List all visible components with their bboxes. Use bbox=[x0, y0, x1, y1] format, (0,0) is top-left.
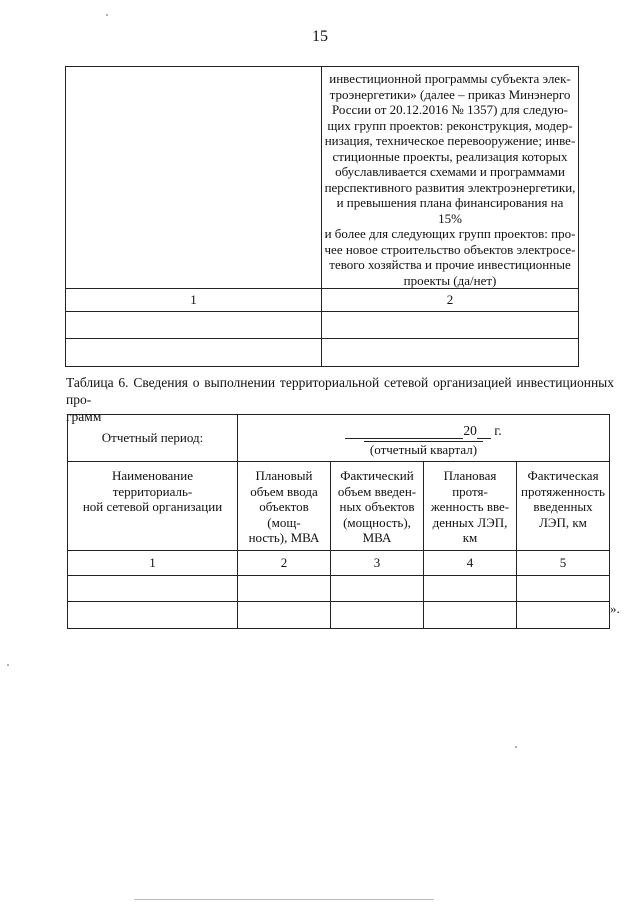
table6-col-number: 3 bbox=[331, 551, 424, 576]
header-line: Плановая протя- bbox=[443, 468, 497, 499]
header-line: (мощность), bbox=[343, 514, 411, 530]
page-number: 15 bbox=[312, 28, 328, 45]
header-actual-capacity bbox=[331, 462, 424, 551]
table1-description-line: перспективного развития электроэнергетики, bbox=[324, 179, 576, 195]
table1-blank-cell bbox=[66, 312, 322, 339]
year-blank-line bbox=[477, 427, 491, 439]
header-planned-capacity bbox=[238, 462, 331, 551]
table1-description-line: обуславливается схемами и программами bbox=[335, 164, 565, 179]
table6 bbox=[67, 414, 610, 629]
header-line: ной сетевой организации bbox=[82, 499, 223, 514]
caption-line: Таблица 6. Сведения о выполнении территориальной сетевой организацией инвестиционных про- bbox=[66, 375, 614, 407]
table1-blank-cell bbox=[322, 312, 579, 339]
table1-col-number: 1 bbox=[66, 289, 322, 312]
table1-description-line: низация, техническое перевооружение; инве- bbox=[324, 133, 576, 148]
table6-blank-cell bbox=[517, 576, 610, 602]
header-line: Наименование территориаль- bbox=[112, 468, 193, 499]
table1-description-line: России от 20.12.2016 № 1357) для следую- bbox=[331, 102, 569, 117]
table6-blank-cell bbox=[68, 602, 238, 629]
table1-description-line: и более для следующих групп проектов: про- bbox=[324, 226, 576, 241]
header-actual-length bbox=[517, 462, 610, 551]
year-suffix: г. bbox=[494, 423, 502, 438]
header-line: ЛЭП, км bbox=[539, 514, 587, 530]
table-continuation bbox=[65, 66, 579, 367]
table6-blank-cell bbox=[238, 602, 331, 629]
table6-blank-cell bbox=[331, 602, 424, 629]
table6-col-number: 2 bbox=[238, 551, 331, 576]
table6-blank-cell bbox=[424, 602, 517, 629]
header-org-name bbox=[68, 462, 238, 551]
period-blank-line bbox=[345, 427, 463, 439]
header-line: Плановый bbox=[255, 468, 313, 483]
table1-description-line: щих групп проектов: реконструкция, модер- bbox=[327, 117, 573, 133]
table6-blank-cell bbox=[424, 576, 517, 602]
closing-quote: ». bbox=[610, 601, 620, 616]
scan-speck bbox=[106, 14, 108, 16]
table1-col-number: 2 bbox=[322, 289, 579, 312]
scan-speck bbox=[515, 746, 517, 748]
header-line: ность), МВА bbox=[248, 530, 320, 545]
table6-blank-cell bbox=[238, 576, 331, 602]
reporting-period-label: Отчетный период: bbox=[68, 415, 238, 462]
header-line: объектов (мощ- bbox=[259, 499, 309, 530]
header-line: объем ввода bbox=[250, 483, 318, 499]
header-line: денных ЛЭП, км bbox=[432, 514, 508, 545]
table6-blank-cell bbox=[331, 576, 424, 602]
table1-empty-cell bbox=[66, 67, 322, 289]
header-planned-length bbox=[424, 462, 517, 551]
header-line: ных объектов bbox=[339, 499, 415, 514]
table1-description-line: стиционные проекты, реализация которых bbox=[332, 148, 568, 164]
scan-speck bbox=[134, 899, 434, 900]
header-line: введенных bbox=[533, 499, 593, 514]
table1-description-line: инвестиционной программы субъекта элек- bbox=[329, 71, 571, 86]
table1-blank-cell bbox=[322, 339, 579, 367]
table6-col-number: 1 bbox=[68, 551, 238, 576]
header-line: женность вве- bbox=[430, 499, 510, 514]
quarter-label: (отчетный квартал) bbox=[364, 441, 483, 458]
scan-speck bbox=[7, 664, 9, 666]
table1-description-line: тевого хозяйства и прочие инвестиционные bbox=[329, 257, 571, 272]
table6-blank-cell bbox=[517, 602, 610, 629]
table6-col-number: 4 bbox=[424, 551, 517, 576]
header-line: протяженность bbox=[521, 483, 605, 499]
table6-col-number: 5 bbox=[517, 551, 610, 576]
table1-description-line: троэнергетики» (далее – приказ Минэнерго bbox=[329, 86, 571, 102]
table1-blank-cell bbox=[66, 339, 322, 367]
table6-blank-cell bbox=[68, 576, 238, 602]
caption-line: грамм bbox=[66, 409, 102, 424]
table1-description-cell bbox=[322, 67, 579, 289]
header-line: Фактическая bbox=[527, 468, 599, 483]
header-line: МВА bbox=[362, 530, 392, 545]
year-prefix: 20 bbox=[463, 423, 477, 438]
table1-description-line: чее новое строительство объектов электросе- bbox=[324, 241, 576, 257]
table1-description-line: проекты (да/нет) bbox=[403, 272, 497, 288]
header-line: Фактический bbox=[340, 468, 414, 483]
reporting-period-cell bbox=[238, 415, 610, 462]
header-line: объем введен- bbox=[337, 483, 417, 499]
table1-description-line: и превышения плана финансирования на 15% bbox=[336, 195, 564, 226]
